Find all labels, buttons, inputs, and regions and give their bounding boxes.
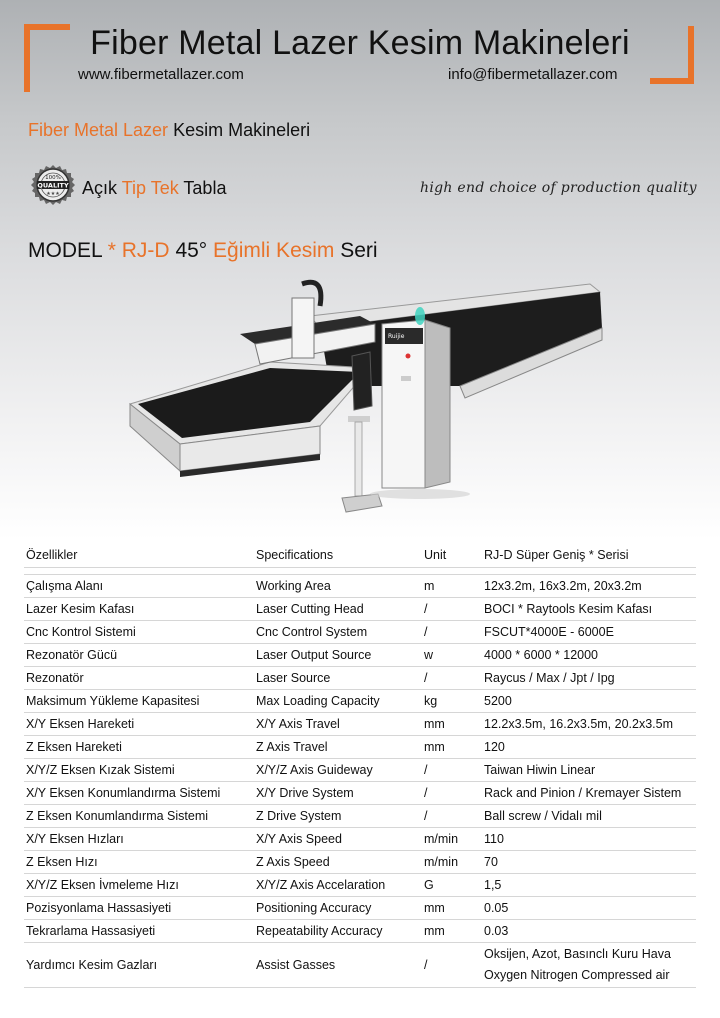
header-features: Özellikler [26,548,78,562]
row-value: Ball screw / Vidalı mil [484,809,602,823]
row-specification: Z Drive System [256,809,342,823]
row-feature: Rezonatör Gücü [26,648,118,662]
row-feature: Cnc Kontrol Sistemi [26,625,136,639]
table-row [24,828,696,851]
row-unit: / [424,625,428,639]
table-type [82,178,226,199]
row-specification: X/Y/Z Axis Guideway [256,763,373,777]
spec-table-gap [24,568,696,575]
row-unit: m [424,579,435,593]
row-feature: X/Y Eksen Hızları [26,832,124,846]
model-feature: Eğimli Kesim [213,239,335,262]
table-type-p1: Açık [82,178,118,198]
row-feature: Yardımcı Kesim Gazları [26,958,158,972]
subtitle-rest: Kesim Makineleri [173,120,311,140]
row-value: 0.05 [484,901,509,915]
row-specification: Positioning Accuracy [256,901,372,915]
row-unit: / [424,671,428,685]
table-row [24,598,696,621]
row-value: BOCI * Raytools Kesim Kafası [484,602,653,616]
row-feature: Z Eksen Hareketi [26,740,122,754]
row-value-line1: Oksijen, Azot, Basınclı Kuru Hava [484,947,671,961]
row-specification: Assist Gasses [256,958,336,972]
row-feature: Lazer Kesim Kafası [26,602,135,616]
row-unit: G [424,878,434,892]
row-value: 0.03 [484,924,509,938]
row-value: 12.2x3.5m, 16.2x3.5m, 20.2x3.5m [484,717,673,731]
table-row [24,851,696,874]
row-unit: / [424,809,428,823]
row-feature: X/Y/Z Eksen İvmeleme Hızı [26,878,179,892]
row-value: 4000 * 6000 * 12000 [484,648,598,662]
row-unit: mm [424,740,445,754]
model-line [28,239,378,263]
table-type-p3: Tabla [183,178,227,198]
row-value: 1,5 [484,878,502,892]
row-specification: Working Area [256,579,331,593]
row-unit: / [424,786,428,800]
row-feature: Z Eksen Hızı [26,855,98,869]
table-row [24,736,696,759]
row-unit: / [424,958,428,972]
row-specification: Laser Output Source [256,648,372,662]
row-value: 120 [484,740,505,754]
table-row [24,920,696,943]
row-specification: Laser Source [256,671,331,685]
row-specification: Repeatability Accuracy [256,924,383,938]
row-feature: X/Y/Z Eksen Kızak Sistemi [26,763,175,777]
row-feature: Tekrarlama Hassasiyeti [26,924,156,938]
row-specification: Z Axis Speed [256,855,330,869]
page-title: Fiber Metal Lazer Kesim Makineleri [90,24,630,62]
row-unit: mm [424,901,445,915]
header-specifications: Specifications [256,548,334,562]
row-feature: Maksimum Yükleme Kapasitesi [26,694,200,708]
seal-main-text: QUALITY [37,181,69,190]
row-specification: Cnc Control System [256,625,368,639]
row-specification: X/Y Axis Travel [256,717,340,731]
row-value: Raycus / Max / Jpt / Ipg [484,671,615,685]
table-row [24,874,696,897]
row-value: 70 [484,855,498,869]
svg-text:★★★: ★★★ [46,191,60,197]
table-row [24,943,696,988]
row-unit: / [424,763,428,777]
row-value: FSCUT*4000E - 6000E [484,625,614,639]
row-value: 12x3.2m, 16x3.2m, 20x3.2m [484,579,642,593]
row-feature: Çalışma Alanı [26,579,104,593]
website-link[interactable]: www.fibermetallazer.com [78,66,244,83]
row-unit: m/min [424,832,459,846]
row-feature: Z Eksen Konumlandırma Sistemi [26,809,209,823]
email-link[interactable]: info@fibermetallazer.com [448,66,618,83]
spec-table [24,543,696,988]
subtitle-accent: Fiber Metal Lazer [28,120,169,140]
row-specification: Laser Cutting Head [256,602,364,616]
model-angle: 45° [175,239,208,262]
model-code: * RJ-D [107,239,170,262]
subtitle [28,120,310,141]
row-unit: m/min [424,855,459,869]
row-value: 110 [484,832,504,846]
table-row [24,897,696,920]
table-row [24,575,696,598]
row-specification: Z Axis Travel [256,740,328,754]
table-row [24,805,696,828]
table-row [24,759,696,782]
row-unit: mm [424,924,445,938]
table-row [24,713,696,736]
row-feature: X/Y Eksen Konumlandırma Sistemi [26,786,221,800]
spec-table-header [24,543,696,568]
table-row [24,644,696,667]
header-unit: Unit [424,548,447,562]
row-feature: Rezonatör [26,671,84,685]
row-value: Taiwan Hiwin Linear [484,763,596,777]
quality-seal-icon [30,164,76,210]
spec-table-body [24,575,696,943]
table-row [24,782,696,805]
seal-top-text: 100% [45,175,61,181]
row-unit: w [424,648,434,662]
row-unit: kg [424,694,438,708]
row-value [484,944,671,986]
table-row [24,690,696,713]
table-row [24,667,696,690]
model-label: MODEL [28,239,102,262]
row-value: Rack and Pinion / Kremayer Sistem [484,786,682,800]
machine-brand-label: Ruijie [388,333,405,340]
machine-image [120,276,610,526]
row-value-line2: Oxygen Nitrogen Compressed air [484,968,670,982]
row-specification: X/Y Drive System [256,786,354,800]
slogan: high end choice of production quality [420,180,697,196]
row-unit: / [424,602,428,616]
row-feature: Pozisyonlama Hassasiyeti [26,901,172,915]
model-series: Seri [340,239,378,262]
row-specification: X/Y Axis Speed [256,832,342,846]
table-type-p2: Tip Tek [121,178,179,198]
header-series: RJ-D Süper Geniş * Serisi [484,548,629,562]
row-specification: Max Loading Capacity [256,694,380,708]
table-row [24,621,696,644]
row-value: 5200 [484,694,512,708]
row-unit: mm [424,717,445,731]
row-specification: X/Y/Z Axis Accelaration [256,878,386,892]
row-feature: X/Y Eksen Hareketi [26,717,135,731]
